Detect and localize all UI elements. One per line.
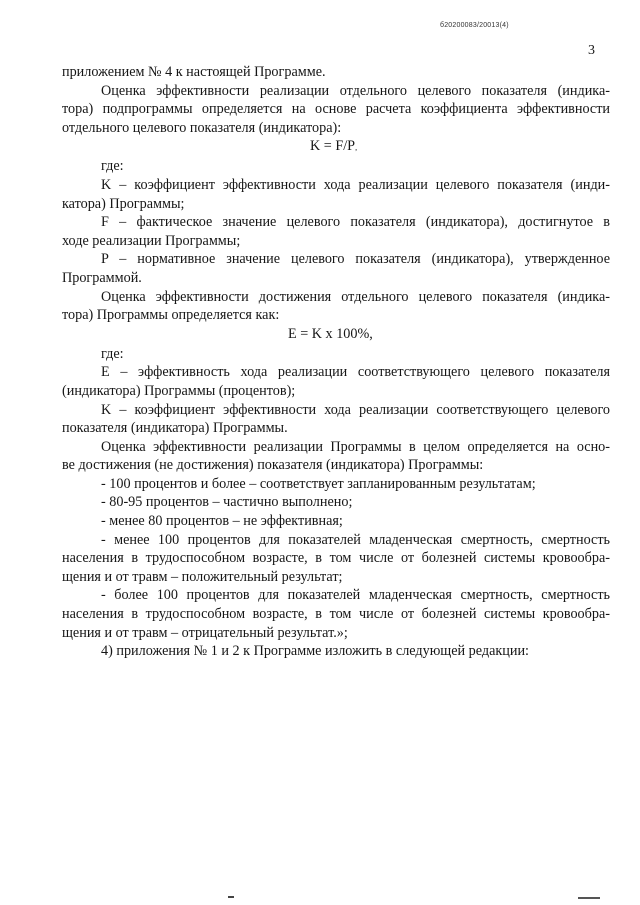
line-text: K = F/P: [310, 138, 356, 155]
line-text: P – нормативное значение целевого показателя (индикатора), утвержденное: [101, 251, 610, 268]
formula-line: [62, 325, 610, 345]
text-line: [62, 306, 610, 325]
scan-mark: [578, 897, 600, 899]
line-text: населения в трудоспособном возрасте, в том числе от болезней системы кровообра-: [62, 550, 610, 567]
line-text: Оценка эффективности достижения отдельного целевого показателя (индика-: [101, 288, 610, 305]
line-text: - 100 процентов и более – соответствует запланированным результатам;: [101, 475, 536, 492]
text-line: [62, 363, 610, 382]
text-line: [62, 250, 610, 269]
line-text: - 80-95 процентов – частично выполнено;: [101, 494, 353, 511]
line-text: Оценка эффективности реализации отдельного целевого показателя (индика-: [101, 82, 610, 99]
document-body: [62, 63, 610, 661]
line-text: отдельного целевого показателя (индикатора):: [62, 119, 342, 136]
text-line: [62, 119, 610, 138]
line-text: где:: [101, 345, 124, 362]
text-line: [62, 382, 610, 401]
text-line: [62, 176, 610, 195]
line-text: (индикатора) Программы (процентов);: [62, 382, 296, 399]
line-text: показателя (индикатора) Программы.: [62, 420, 288, 437]
line-text: Оценка эффективности реализации Программы в целом определяется на осно-: [101, 438, 610, 455]
text-line: [62, 232, 610, 251]
line-text: E = K x 100%,: [288, 325, 373, 342]
line-text: тора) подпрограммы определяется на основе расчета коэффициента эффективности: [62, 101, 610, 118]
text-line: [62, 195, 610, 214]
line-text: щения и от травм – отрицательный результат.»;: [62, 624, 348, 641]
line-text: F – фактическое значение целевого показателя (индикатора), достигнутое в: [101, 214, 610, 231]
formula-punctuation: ,: [355, 143, 358, 153]
text-line: [62, 100, 610, 119]
scan-mark: [228, 896, 234, 898]
line-text: ходе реализации Программы;: [62, 232, 241, 249]
formula-line: [62, 137, 610, 157]
line-text: K – коэффициент эффективности хода реализации соответствующего целевого: [101, 401, 610, 418]
text-line: [62, 63, 610, 82]
text-line: [62, 288, 610, 307]
text-line: [62, 531, 610, 550]
line-text: K – коэффициент эффективности хода реализации целевого показателя (инди-: [101, 176, 610, 193]
line-text: щения и от травм – положительный результат;: [62, 568, 343, 585]
text-line: [62, 82, 610, 101]
text-line: [62, 456, 610, 475]
line-text: 4) приложения № 1 и 2 к Программе изложить в следующей редакции:: [101, 643, 529, 660]
text-line: [62, 345, 610, 364]
text-line: [62, 269, 610, 288]
line-text: где:: [101, 158, 124, 175]
text-line: [62, 401, 610, 420]
scan-marks: [0, 896, 640, 905]
text-line: [62, 568, 610, 587]
text-line: [62, 157, 610, 176]
line-text: Программой.: [62, 269, 142, 286]
line-text: приложением № 4 к настоящей Программе.: [62, 64, 326, 80]
text-line: [62, 438, 610, 457]
text-line: [62, 213, 610, 232]
text-line: [62, 493, 610, 512]
line-text: - более 100 процентов для показателей младенческая смертность, смертность: [101, 587, 610, 604]
text-line: [62, 475, 610, 494]
text-line: [62, 512, 610, 531]
line-text: катора) Программы;: [62, 195, 185, 212]
document-id: б20200083/20013(4): [440, 22, 509, 29]
text-line: [62, 605, 610, 624]
line-text: тора) Программы определяется как:: [62, 307, 280, 324]
text-line: [62, 642, 610, 661]
text-line: [62, 419, 610, 438]
line-text: населения в трудоспособном возрасте, в том числе от болезней системы кровообра-: [62, 606, 610, 623]
line-text: E – эффективность хода реализации соответствующего целевого показателя: [101, 364, 610, 381]
line-text: - менее 100 процентов для показателей младенческая смертность, смертность: [101, 531, 610, 548]
line-text: - менее 80 процентов – не эффективная;: [101, 513, 343, 530]
page-number: 3: [588, 43, 595, 58]
text-line: [62, 586, 610, 605]
text-line: [62, 549, 610, 568]
text-line: [62, 624, 610, 643]
line-text: ве достижения (не достижения) показателя (индикатора) Программы:: [62, 457, 484, 474]
